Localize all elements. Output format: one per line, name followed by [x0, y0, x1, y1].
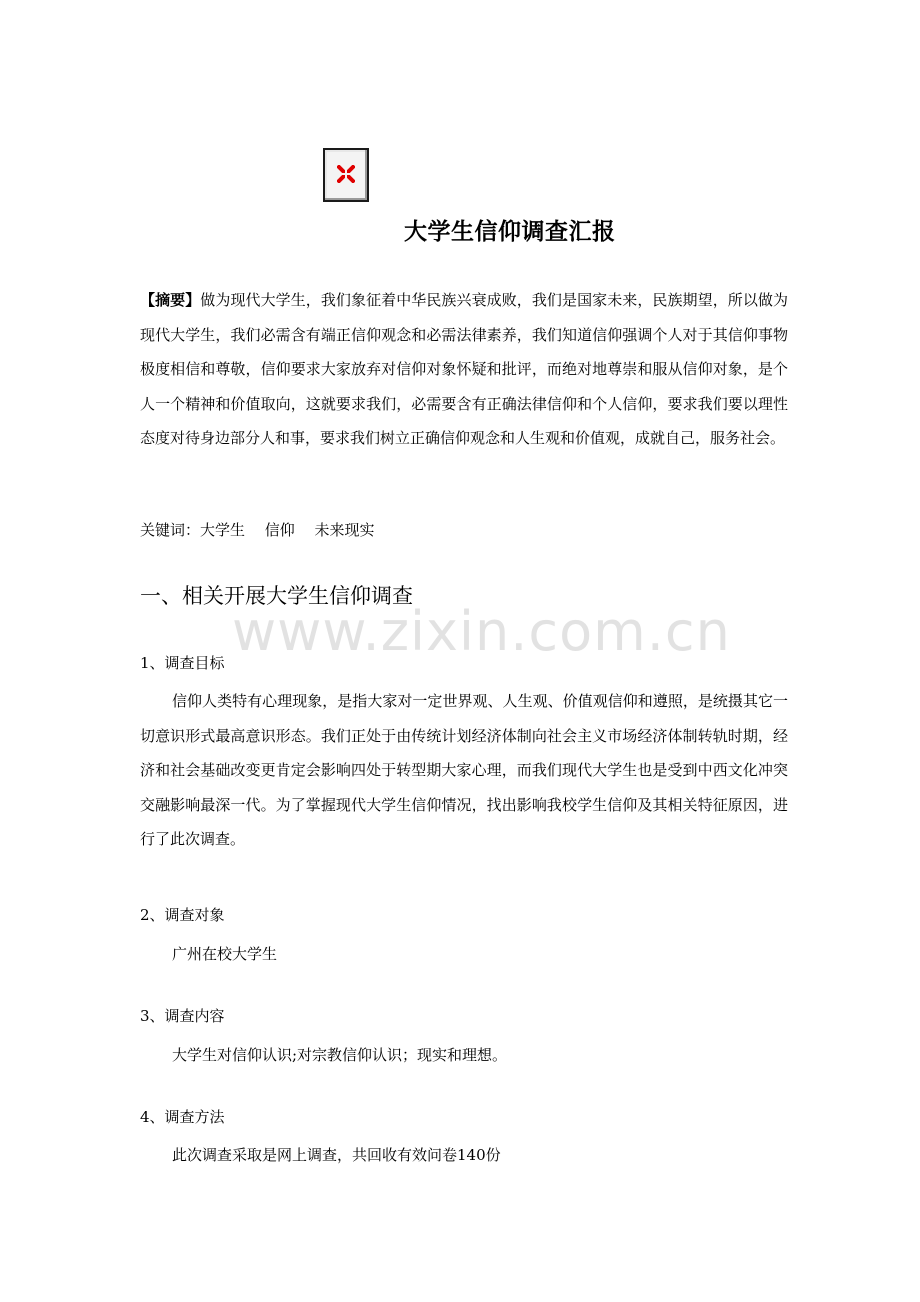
abstract-text: 做为现代大学生，我们象征着中华民族兴衰成败，我们是国家未来，民族期望，所以做为现代大学生，我们必需含有端正信仰观念和必需法律素养，我们知道信仰强调个人对于其信仰事物极度相信和尊敬，信仰要求大家放弃对信仰对象怀疑和批评，而绝对地尊崇和服从信仰对象，是个人一个精神和价值取向，这就要求我们，必需要含有正确法律信仰和个人信仰，要求我们要以理性态度对待身边部分人和事，要求我们树立正确信仰观念和人生观和价值观，成就自己，服务社会。: [140, 291, 788, 447]
item-heading-subject: 2、调查对象: [140, 906, 225, 924]
item-heading-purpose: 1、调查目标: [140, 654, 225, 672]
keywords-line: 关键词：大学生 信仰 未来现实: [140, 521, 375, 539]
document-title: 大学生信仰调查汇报: [404, 219, 616, 245]
item-text-subject: 广州在校大学生: [172, 945, 278, 963]
section-heading-1: 一、相关开展大学生信仰调查: [140, 584, 413, 608]
item-text-purpose: 信仰人类特有心理现象，是指大家对一定世界观、人生观、价值观信仰和遵照，是统摄其它一切意识形式最高意识形态。我们正处于由传统计划经济体制向社会主义市场经济体制转轨时期，经济和社会基础改变更肯定会影响四处于转型期大家心理，而我们现代大学生也是受到中西文化冲突交融影响最深一代。为了掌握现代大学生信仰情况，找出影响我校学生信仰及其相关特征原因，进行了此次调查。: [140, 692, 788, 848]
broken-image-placeholder: [323, 148, 369, 202]
item-text-method: 此次调查采取是网上调查，共回收有效问卷140份: [172, 1146, 501, 1164]
abstract-label: 【摘要】: [140, 291, 201, 309]
watermark: www.zixin.com.cn: [232, 600, 731, 663]
abstract-paragraph: [140, 283, 788, 456]
item-heading-content: 3、调查内容: [140, 1007, 225, 1025]
broken-image-icon: [337, 165, 355, 183]
item-text-content: 大学生对信仰认识;对宗教信仰认识；现实和理想。: [172, 1046, 508, 1064]
item-heading-method: 4、调查方法: [140, 1108, 225, 1126]
